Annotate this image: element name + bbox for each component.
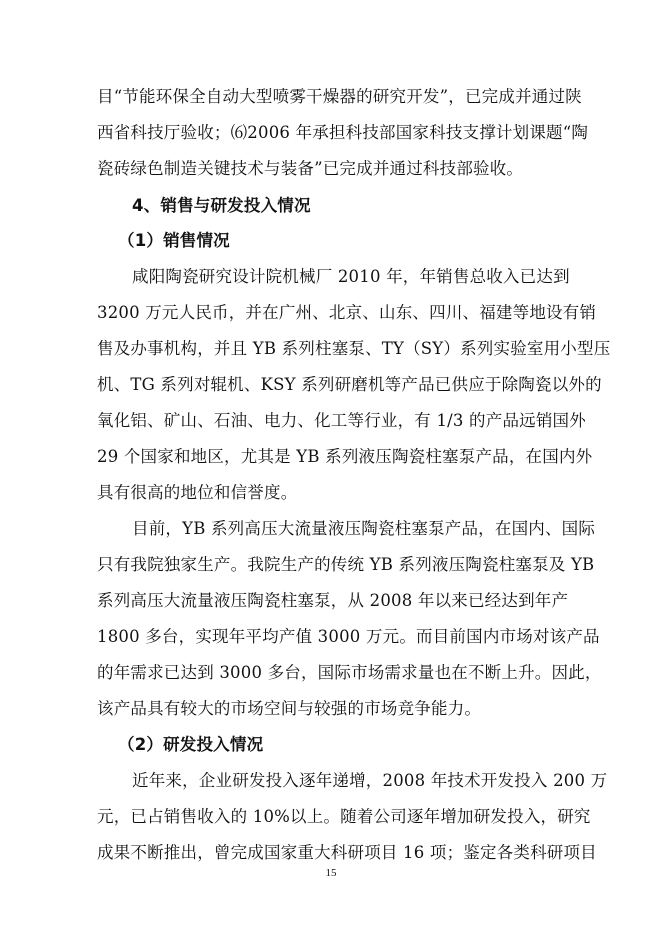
subsection-heading-sales: （1）销售情况 [118, 231, 230, 250]
paragraph-line: 氧化铝、矿山、石油、电力、化工等行业，有 1/3 的产品远销国外 [97, 411, 586, 430]
paragraph-line: 3200 万元人民币，并在广州、北京、山东、四川、福建等地设有销 [97, 303, 597, 322]
paragraph-line: 咸阳陶瓷研究设计院机械厂 2010 年，年销售总收入已达到 [132, 267, 570, 286]
paragraph-line: 具有很高的地位和信誉度。 [97, 483, 298, 502]
paragraph-line: 1800 多台，实现年平均产值 3000 万元。而目前国内市场对该产品 [97, 627, 600, 646]
paragraph-line: 西省科技厅验收；⑹2006 年承担科技部国家科技支撑计划课题“陶 [97, 123, 589, 142]
section-heading: 4、销售与研发投入情况 [132, 196, 311, 215]
paragraph-line: 售及办事机构，并且 YB 系列柱塞泵、TY（SY）系列实验室用小型压 [97, 339, 611, 358]
paragraph-line: 目前，YB 系列高压大流量液压陶瓷柱塞泵产品，在国内、国际 [132, 519, 596, 538]
paragraph-line: 瓷砖绿色制造关键技术与装备”已完成并通过科技部验收。 [97, 159, 524, 178]
paragraph-line: 该产品具有较大的市场空间与较强的市场竞争能力。 [97, 699, 482, 718]
paragraph-line: 目“节能环保全自动大型喷雾干燥器的研究开发”，已完成并通过陕 [97, 87, 582, 106]
paragraph-line: 29 个国家和地区，尤其是 YB 系列液压陶瓷柱塞泵产品，在国内外 [97, 447, 593, 466]
paragraph-line: 只有我院独家生产。我院生产的传统 YB 系列液压陶瓷柱塞泵及 YB [97, 555, 595, 574]
paragraph-line: 元，已占销售收入的 10%以上。随着公司逐年增加研发投入，研究 [97, 807, 591, 826]
subsection-heading-rnd: （2）研发投入情况 [118, 735, 264, 754]
paragraph-line: 成果不断推出，曾完成国家重大科研项目 16 项；鉴定各类科研项目 [97, 843, 597, 862]
paragraph-line: 机、TG 系列对辊机、KSY 系列研磨机等产品已供应于除陶瓷以外的 [97, 375, 602, 394]
page-number: 15 [325, 867, 337, 879]
paragraph-line: 系列高压大流量液压陶瓷柱塞泵，从 2008 年以来已经达到年产 [97, 591, 569, 610]
paragraph-line: 近年来，企业研发投入逐年递增，2008 年技术开发投入 200 万 [132, 771, 608, 790]
paragraph-line: 的年需求已达到 3000 多台，国际市场需求量也在不断上升。因此， [97, 663, 602, 682]
